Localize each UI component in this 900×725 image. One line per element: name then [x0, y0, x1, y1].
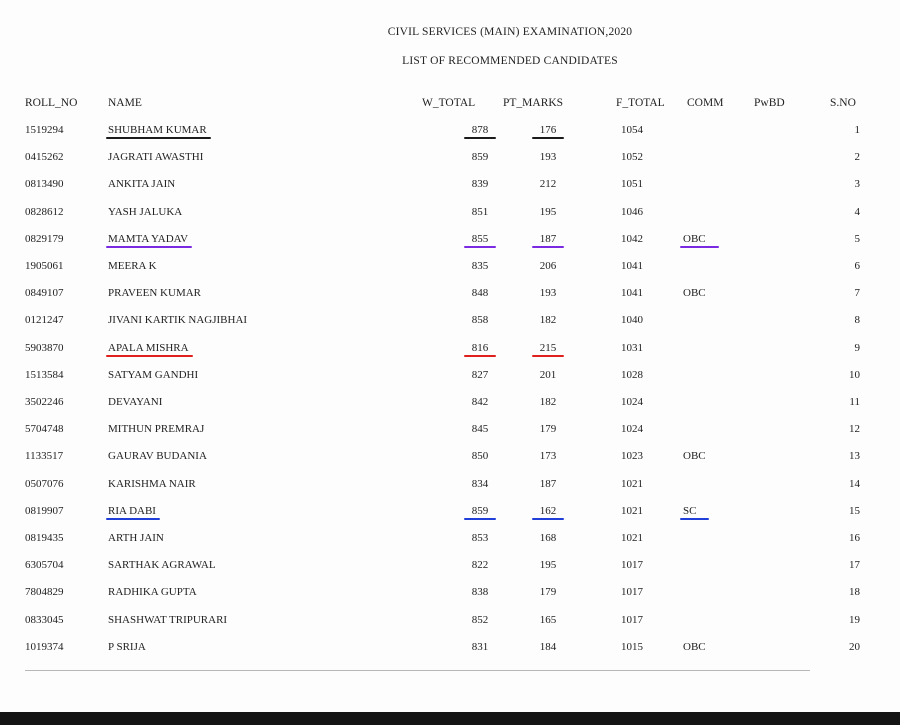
- roll-no-cell: 5903870: [25, 341, 64, 354]
- pt-marks-cell: 201: [539, 368, 557, 381]
- sno-cell: 14: [849, 477, 860, 490]
- name-cell: ANKITA JAIN: [108, 178, 176, 191]
- sno-cell: 10: [849, 368, 860, 381]
- header-comm: COMM: [687, 97, 724, 109]
- f-total-cell: 1046: [621, 205, 643, 218]
- comm-cell: SC: [683, 504, 697, 517]
- roll-no-cell: 1019374: [25, 640, 64, 653]
- f-total-cell: 1023: [621, 450, 643, 463]
- pt-marks-cell: 168: [539, 532, 557, 544]
- header-name: NAME: [108, 97, 142, 109]
- roll-no-cell: 6305704: [25, 559, 64, 572]
- roll-no-cell: 0819435: [25, 532, 64, 544]
- f-total-cell: 1041: [621, 260, 643, 272]
- name-cell: MITHUN PREMRAJ: [108, 423, 205, 436]
- pt-marks-cell: 187: [539, 477, 557, 490]
- comm-cell: OBC: [683, 450, 706, 463]
- highlight-underline: [464, 137, 496, 139]
- f-total-cell: 1017: [621, 586, 643, 599]
- pt-marks-cell: 187: [539, 232, 557, 245]
- w-total-cell: 839: [471, 178, 489, 191]
- pt-marks-cell: 179: [539, 586, 557, 599]
- name-cell: MAMTA YADAV: [108, 232, 189, 245]
- w-total-cell: 852: [471, 613, 489, 626]
- w-total-cell: 851: [471, 205, 489, 218]
- w-total-cell: 848: [471, 287, 489, 300]
- f-total-cell: 1052: [621, 151, 643, 164]
- document-subtitle: LIST OF RECOMMENDED CANDIDATES: [402, 55, 618, 67]
- pt-marks-cell: 176: [539, 124, 557, 136]
- bottom-bar: [0, 712, 900, 725]
- header-w-total: W_TOTAL: [422, 97, 476, 109]
- w-total-cell: 859: [471, 504, 489, 517]
- sno-cell: 20: [849, 640, 860, 653]
- sno-cell: 2: [854, 151, 860, 164]
- roll-no-cell: 0828612: [25, 205, 64, 218]
- roll-no-cell: 1905061: [25, 260, 64, 272]
- f-total-cell: 1031: [621, 341, 643, 354]
- w-total-cell: 831: [471, 640, 489, 653]
- f-total-cell: 1042: [621, 232, 643, 245]
- sno-cell: 17: [849, 559, 860, 572]
- pt-marks-cell: 212: [539, 178, 557, 191]
- sno-cell: 1: [854, 124, 860, 136]
- highlight-underline: [464, 518, 496, 520]
- f-total-cell: 1041: [621, 287, 643, 300]
- name-cell: SHASHWAT TRIPURARI: [108, 613, 228, 626]
- w-total-cell: 845: [471, 423, 489, 436]
- name-cell: JIVANI KARTIK NAGJIBHAI: [108, 314, 248, 327]
- sno-cell: 13: [849, 450, 860, 463]
- document-title: CIVIL SERVICES (MAIN) EXAMINATION,2020: [387, 26, 633, 38]
- w-total-cell: 835: [471, 260, 489, 272]
- w-total-cell: 842: [471, 396, 489, 408]
- name-cell: SARTHAK AGRAWAL: [108, 559, 216, 572]
- highlight-underline: [532, 246, 564, 248]
- comm-cell: OBC: [683, 640, 706, 653]
- roll-no-cell: 7804829: [25, 586, 64, 599]
- w-total-cell: 822: [471, 559, 489, 572]
- f-total-cell: 1015: [621, 640, 643, 653]
- w-total-cell: 834: [471, 477, 489, 490]
- pt-marks-cell: 206: [539, 260, 557, 272]
- highlight-underline: [680, 246, 719, 248]
- sno-cell: 19: [849, 613, 860, 626]
- pt-marks-cell: 162: [539, 504, 557, 517]
- name-cell: APALA MISHRA: [108, 341, 189, 354]
- comm-cell: OBC: [683, 232, 706, 245]
- highlight-underline: [464, 355, 496, 357]
- pt-marks-cell: 184: [539, 640, 557, 653]
- sno-cell: 16: [849, 532, 860, 544]
- w-total-cell: 816: [471, 341, 489, 354]
- f-total-cell: 1021: [621, 477, 643, 490]
- sno-cell: 7: [854, 287, 860, 300]
- header-f-total: F_TOTAL: [616, 97, 665, 109]
- roll-no-cell: 0833045: [25, 613, 64, 626]
- header-sno: S.NO: [830, 97, 856, 109]
- f-total-cell: 1017: [621, 559, 643, 572]
- pt-marks-cell: 195: [539, 559, 557, 572]
- pt-marks-cell: 179: [539, 423, 557, 436]
- name-cell: SHUBHAM KUMAR: [108, 124, 207, 136]
- roll-no-cell: 0507076: [25, 477, 64, 490]
- name-cell: DEVAYANI: [108, 396, 163, 408]
- header-pwbd: PwBD: [754, 97, 785, 109]
- f-total-cell: 1017: [621, 613, 643, 626]
- name-cell: JAGRATI AWASTHI: [108, 151, 204, 164]
- f-total-cell: 1040: [621, 314, 643, 327]
- highlight-underline: [532, 355, 564, 357]
- sno-cell: 5: [854, 232, 860, 245]
- name-cell: SATYAM GANDHI: [108, 368, 199, 381]
- highlight-underline: [106, 246, 192, 248]
- highlight-underline: [464, 246, 496, 248]
- pt-marks-cell: 173: [539, 450, 557, 463]
- f-total-cell: 1021: [621, 504, 643, 517]
- roll-no-cell: 3502246: [25, 396, 64, 408]
- sno-cell: 3: [854, 178, 860, 191]
- f-total-cell: 1054: [621, 124, 643, 136]
- highlight-underline: [106, 137, 211, 139]
- pt-marks-cell: 193: [539, 151, 557, 164]
- w-total-cell: 850: [471, 450, 489, 463]
- name-cell: P SRIJA: [108, 640, 146, 653]
- sno-cell: 4: [854, 205, 860, 218]
- f-total-cell: 1021: [621, 532, 643, 544]
- w-total-cell: 858: [471, 314, 489, 327]
- f-total-cell: 1024: [621, 396, 643, 408]
- w-total-cell: 859: [471, 151, 489, 164]
- pt-marks-cell: 195: [539, 205, 557, 218]
- sno-cell: 11: [849, 396, 860, 408]
- highlight-underline: [106, 355, 193, 357]
- footer-rule: [25, 670, 810, 671]
- w-total-cell: 878: [471, 124, 489, 136]
- f-total-cell: 1028: [621, 368, 643, 381]
- w-total-cell: 853: [471, 532, 489, 544]
- roll-no-cell: 1513584: [25, 368, 64, 381]
- sno-cell: 15: [849, 504, 860, 517]
- pt-marks-cell: 182: [539, 314, 557, 327]
- comm-cell: OBC: [683, 287, 706, 300]
- roll-no-cell: 1519294: [25, 124, 64, 136]
- pt-marks-cell: 215: [539, 341, 557, 354]
- sno-cell: 6: [854, 260, 860, 272]
- highlight-underline: [532, 518, 564, 520]
- highlight-underline: [532, 137, 564, 139]
- f-total-cell: 1051: [621, 178, 643, 191]
- roll-no-cell: 1133517: [25, 450, 64, 463]
- roll-no-cell: 0819907: [25, 504, 64, 517]
- roll-no-cell: 0415262: [25, 151, 64, 164]
- roll-no-cell: 0121247: [25, 314, 64, 327]
- name-cell: RADHIKA GUPTA: [108, 586, 197, 599]
- name-cell: PRAVEEN KUMAR: [108, 287, 202, 300]
- roll-no-cell: 5704748: [25, 423, 64, 436]
- f-total-cell: 1024: [621, 423, 643, 436]
- header-pt-marks: PT_MARKS: [503, 97, 564, 109]
- name-cell: GAURAV BUDANIA: [108, 450, 207, 463]
- header-roll-no: ROLL_NO: [25, 97, 78, 109]
- highlight-underline: [680, 518, 709, 520]
- roll-no-cell: 0829179: [25, 232, 64, 245]
- pt-marks-cell: 165: [539, 613, 557, 626]
- sno-cell: 18: [849, 586, 860, 599]
- sno-cell: 9: [854, 341, 860, 354]
- sno-cell: 8: [854, 314, 860, 327]
- name-cell: KARISHMA NAIR: [108, 477, 196, 490]
- pt-marks-cell: 182: [539, 396, 557, 408]
- pt-marks-cell: 193: [539, 287, 557, 300]
- highlight-underline: [106, 518, 160, 520]
- roll-no-cell: 0813490: [25, 178, 64, 191]
- w-total-cell: 855: [471, 232, 489, 245]
- sno-cell: 12: [849, 423, 860, 436]
- w-total-cell: 838: [471, 586, 489, 599]
- name-cell: RIA DABI: [108, 504, 156, 517]
- w-total-cell: 827: [471, 368, 489, 381]
- name-cell: MEERA K: [108, 260, 157, 272]
- roll-no-cell: 0849107: [25, 287, 64, 300]
- name-cell: YASH JALUKA: [108, 205, 183, 218]
- name-cell: ARTH JAIN: [108, 532, 164, 544]
